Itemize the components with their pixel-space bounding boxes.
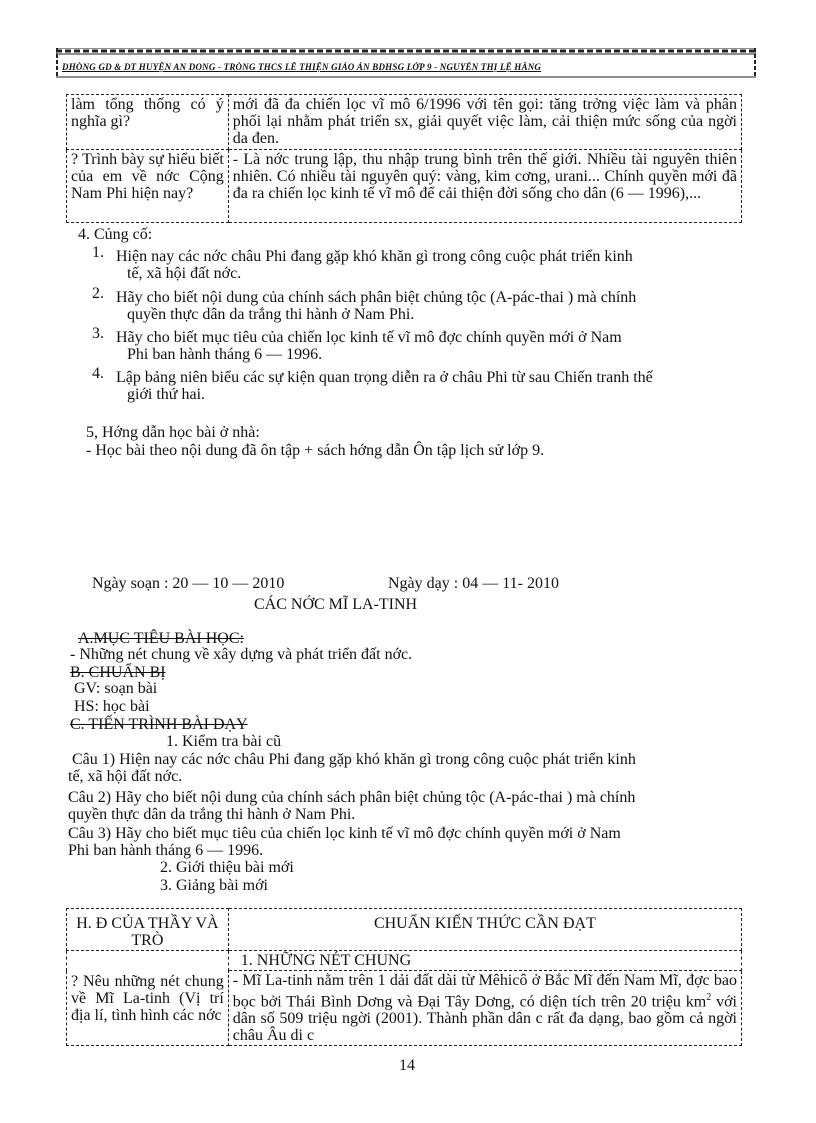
table-row: [67, 951, 742, 971]
review-question: Phi ban hành tháng 6 — 1996.: [68, 842, 264, 859]
item-number: 4.: [92, 365, 104, 382]
content-text: với dân số 509 triệu ngời (2001). Thành phần dân c rất đa dạng, bao gồm cả ngời châu Âu di c: [232, 993, 738, 1045]
lesson-title: CÁC NỚC MĨ LA-TINH: [254, 596, 418, 613]
homework-line: - Học bài theo nội dung đã ôn tập + sách hớng dẫn Ôn tập lịch sử lớp 9.: [86, 442, 545, 459]
page-header: DHÒNG GD & DT HUYỆN AN DONG - TRÒNG THCS LÊ THIỆN GIÁO ÁN BDHSG LỚP 9 - NGUYỄN THỊ LỆ HẰNG: [62, 62, 542, 72]
consolidate-item-line: Hãy cho biết nội dung của chính sách phân biệt chủng tộc (A-pác-thai ) mà chính: [116, 289, 637, 306]
review-question: Câu 2) Hãy cho biết nội dung của chính sách phân biệt chủng tộc (A-pác-thai ) mà chính: [68, 789, 636, 806]
consolidate-item-line: Lập bảng niên biểu các sự kiện quan trọng diễn ra ở châu Phi từ sau Chiến tranh thế: [116, 369, 653, 386]
column-header: H. Đ CỦA THẦY VÀ TRÒ: [67, 909, 229, 951]
table-row: [67, 95, 742, 150]
table-row: [67, 150, 742, 223]
content-text: - Mĩ La-tinh nằm trên 1 dải đất dài từ Mêhicô ở Bắc Mĩ đến Nam Mĩ, đợc bao bọc bởi Thái Bình Dơng và Đại Tây Dơng, có diện tích trên 20 triệu km: [232, 972, 737, 1011]
table-cell: ? Trình bày sự hiểu biết của em về nớc Cộng Nam Phi hiện nay?: [67, 150, 229, 223]
review-question: Câu 3) Hãy cho biết mục tiêu của chiến lọc kinh tế vĩ mô đợc chính quyền mới ở Nam: [68, 825, 621, 842]
review-question: Câu 1) Hiện nay các nớc châu Phi đang gặp khó khăn gì trong công cuộc phát triển kinh: [72, 751, 636, 768]
item-number: 3.: [92, 325, 104, 342]
table-header-row: [67, 909, 742, 951]
review-question: tế, xã hội đất nớc.: [68, 768, 183, 785]
prep-date: Ngày soạn : 20 — 10 — 2010: [92, 575, 285, 592]
process-heading: C. TIẾN TRÌNH BÀI DẠY: [70, 716, 248, 733]
column-header: CHUẨN KIẾN THỨC CẦN ĐẠT: [228, 909, 741, 951]
lesson-table: [66, 908, 742, 1046]
table-cell: ? Nêu những nét chung về Mĩ La-tinh (Vị trí địa lí, tình hình các nớc: [67, 951, 229, 1046]
process-step: 2. Giới thiệu bài mới: [160, 859, 294, 876]
item-number: 2.: [92, 285, 104, 302]
preparation-gv: GV: soạn bài: [74, 680, 158, 697]
objectives-heading: A.MỤC TIÊU BÀI HỌC:: [78, 630, 244, 647]
superscript: 2: [706, 992, 712, 1003]
review-question: quyền thực dân da trắng thi hành ở Nam Phi.: [68, 806, 356, 823]
table-cell: mới đã đa chiến lọc vĩ mô 6/1996 với tên gọi: tăng trởng việc làm và phân phối lại nhằm phát triển sx, giải quyết việc làm, cải thiện mức sống của ngời da đen.: [228, 95, 741, 150]
top-table: [66, 94, 742, 223]
preparation-heading: B. CHUẨN BỊ: [70, 664, 166, 681]
teach-date: Ngày dạy : 04 — 11- 2010: [388, 575, 559, 592]
section-heading: 1. NHỮNG NÉT CHUNG: [228, 951, 741, 971]
consolidate-item-line: Phi ban hành tháng 6 — 1996.: [127, 346, 323, 363]
process-step: 1. Kiểm tra bài cũ: [166, 733, 282, 750]
homework-heading: 5, Hớng dẫn học bài ở nhà:: [86, 424, 260, 441]
consolidate-item-line: Hiện nay các nớc châu Phi đang gặp khó khăn gì trong công cuộc phát triển kinh: [116, 248, 633, 265]
consolidate-item-line: quyền thực dân da trắng thi hành ở Nam Phi.: [127, 306, 415, 323]
objectives-line: - Những nét chung về xây dựng và phát triển đất nớc.: [70, 646, 413, 663]
process-step: 3. Giảng bài mới: [160, 877, 268, 894]
table-cell: [228, 971, 741, 1046]
consolidate-item-line: giới thứ hai.: [127, 386, 206, 403]
item-number: 1.: [92, 244, 104, 261]
consolidate-item-line: Hãy cho biết mục tiêu của chiến lọc kinh tế vĩ mô đợc chính quyền mới ở Nam: [116, 329, 622, 346]
preparation-hs: HS: học bài: [74, 698, 150, 715]
table-cell: làm tổng thống có ý nghĩa gì?: [67, 95, 229, 150]
page-number: 14: [399, 1057, 415, 1074]
consolidate-item-line: tế, xã hội đất nớc.: [127, 265, 242, 282]
table-cell: - Là nớc trung lập, thu nhập trung bình trên thế giới. Nhiều tài nguyên thiên nhiên. Có nhiều tài nguyên quý: vàng, kim cơng, urani... Chính quyền mới đã đa ra chiến lọc kinh tế vĩ mô để cải thiện đời sống cho dân (6 — 1996),...: [228, 150, 741, 223]
consolidate-heading: 4. Củng cố:: [78, 226, 153, 243]
